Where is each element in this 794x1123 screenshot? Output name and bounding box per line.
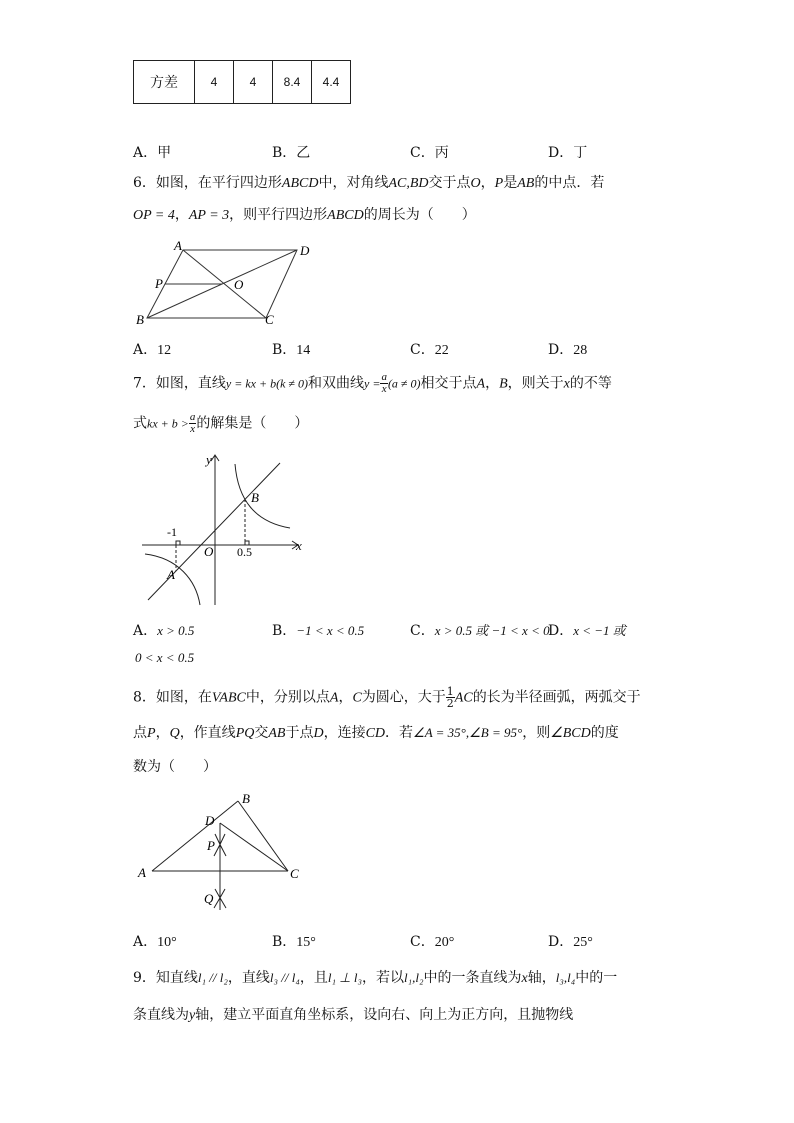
q7-line1: 7．如图，直线y = kx + b(k ≠ 0)和双曲线y = $\frac{a}{x}$ (a ≠ 0)相交于点A，B，则关于x的不等 (133, 371, 612, 395)
segment-cd (220, 823, 288, 871)
q7-option-d: D．x < −1 或 (548, 623, 626, 639)
label-x: x (296, 538, 302, 553)
label-c: C (290, 866, 299, 881)
q7-line2: 式kx + b > $\frac{a}{x}$ 的解集是（ ） (133, 411, 309, 435)
label-o: O (204, 544, 214, 559)
fraction-one-half: $\frac{1}{2}$ (446, 685, 454, 710)
label-b: B (136, 312, 144, 327)
table-header-cell: 方差 (134, 61, 195, 104)
table-cell: 4 (195, 61, 234, 104)
q6-line2: OP = 4，AP = 3，则平行四边形ABCD的周长为（ ） (133, 207, 476, 223)
q6-option-b: B．14 (272, 342, 311, 358)
q9-line2: 条直线为y轴，建立平面直角坐标系，设向右、向上为正方向，且抛物线 (133, 1007, 574, 1023)
q8-option-c: C．20° (410, 934, 455, 950)
q8-line1: 8．如图，在VABC中，分别以点A，C为圆心，大于 $\frac{1}{2}$ AC的长为半径画弧，两弧交于 (133, 685, 641, 710)
label-d: D (205, 813, 215, 828)
q7-option-a: A．x > 0.5 (133, 623, 195, 639)
q8-line2: 点P，Q，作直线PQ交AB于点D，连接CD．若∠A = 35°,∠B = 95°，则∠BCD的度 (133, 725, 619, 741)
fraction-a-over-x-2: $\frac{a}{x}$ (189, 411, 196, 435)
side-bc (238, 801, 288, 871)
q6-line1: 6．如图，在平行四边形ABCD中，对角线AC,BD交于点O，P是AB的中点．若 (133, 175, 605, 191)
tick-0-5: 0.5 (237, 545, 252, 559)
table-cell: 4.4 (312, 61, 351, 104)
table-cell: 8.4 (273, 61, 312, 104)
label-a: A (167, 567, 175, 582)
right-angle-mark-a (176, 541, 180, 545)
label-b: B (251, 490, 259, 505)
q5-option-a: A．甲 (133, 145, 172, 161)
q8-line3: 数为（ ） (133, 759, 217, 775)
q7-graph-figure (140, 450, 310, 610)
q8-triangle-figure (135, 790, 310, 915)
fraction-a-over-x: $\frac{a}{x}$ (381, 371, 387, 395)
label-y: y (206, 452, 212, 467)
variance-table (133, 60, 351, 104)
tick-neg1: -1 (167, 525, 177, 539)
q9-line1: 9．知直线l₁ // l₂，直线l₃ // l₄，且l₁ ⊥ l₃，若以l₁,l₂中的一条直线为x轴，l₃,l₄中的一 (133, 970, 618, 986)
label-b: B (242, 791, 250, 806)
q7-option-d-cont: 0 < x < 0.5 (135, 650, 195, 665)
q7-option-c: C．x > 0.5 或 −1 < x < 0 (410, 623, 550, 639)
label-c: C (265, 312, 274, 327)
label-a: A (138, 865, 146, 880)
q8-option-b: B．15° (272, 934, 316, 950)
q6-option-c: C．22 (410, 342, 449, 358)
label-o: O (234, 277, 244, 292)
label-p: P (155, 276, 163, 291)
side-ab (152, 801, 238, 871)
q6-parallelogram-figure (130, 238, 320, 330)
label-a: A (174, 238, 182, 253)
table-row (134, 61, 351, 104)
q7-option-b: B．−1 < x < 0.5 (272, 623, 365, 639)
hyperbola-branch-1 (235, 464, 290, 528)
q5-option-d: D．丁 (548, 145, 588, 161)
q6-option-d: D．28 (548, 342, 588, 358)
label-d: D (300, 243, 310, 258)
label-q: Q (204, 891, 214, 906)
q5-option-c: C．丙 (410, 145, 449, 161)
q5-option-b: B．乙 (272, 145, 311, 161)
q6-option-a: A．12 (133, 342, 172, 358)
q8-option-a: A．10° (133, 934, 177, 950)
table-cell: 4 (234, 61, 273, 104)
label-p: P (207, 838, 215, 853)
q8-option-d: D．25° (548, 934, 593, 950)
